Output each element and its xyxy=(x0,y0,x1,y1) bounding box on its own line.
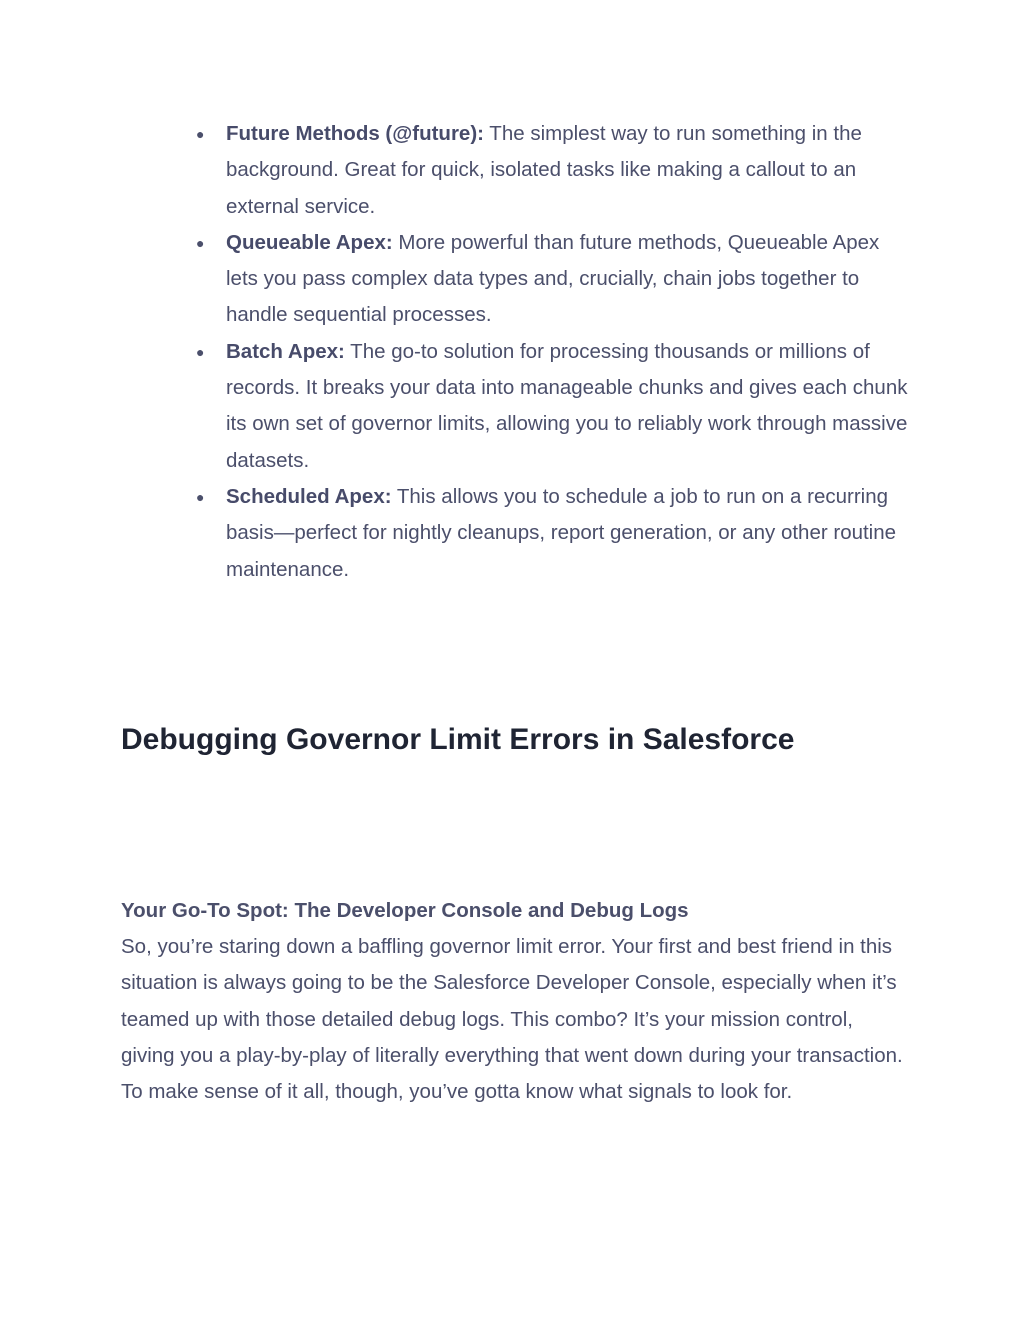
bullet-icon: ● xyxy=(196,343,205,360)
bullet-icon: ● xyxy=(196,234,205,251)
bullet-text: The simplest way to run something in the background. Great for quick, isolated tasks like making a callout to an external service. xyxy=(226,122,862,218)
bullet-term: Queueable Apex: xyxy=(226,230,393,254)
bullet-text: More powerful than future methods, Queueable Apex lets you pass complex data types and, crucially, chain jobs together to handle sequential processes. xyxy=(226,230,880,327)
subsection-heading: Your Go-To Spot: The Developer Console and Debug Logs xyxy=(121,899,689,922)
body-paragraph: So, you’re staring down a baffling governor limit error. Your first and best friend in this situation is always going to be the Salesforce Developer Console, especially when it’s teamed up with those detailed debug logs. This combo? It’s your mission control, giving you a play-by-play of literally everything that went down during your transaction. To make sense of it all, though, you’ve gotta know what signals to look for. xyxy=(121,935,903,1104)
list-item-batch-apex xyxy=(196,334,916,479)
list-item-future-methods xyxy=(196,116,916,225)
list-item-queueable-apex xyxy=(196,225,916,334)
section-heading: Debugging Governor Limit Errors in Salesforce xyxy=(121,723,795,756)
async-apex-options-list xyxy=(196,116,916,588)
bullet-text: This allows you to schedule a job to run on a recurring basis—perfect for nightly cleanups, report generation, or any other routine maintenance. xyxy=(226,484,897,581)
bullet-term: Scheduled Apex: xyxy=(226,484,392,508)
bullet-text: The go-to solution for processing thousands or millions of records. It breaks your data into manageable chunks and gives each chunk its own set of governor limits, allowing you to reliably work through massive datasets. xyxy=(226,339,908,472)
bullet-icon: ● xyxy=(196,488,205,505)
bullet-term: Future Methods (@future): xyxy=(226,122,484,145)
bullet-icon: ● xyxy=(196,126,205,142)
list-item-scheduled-apex xyxy=(196,479,916,588)
bullet-term: Batch Apex: xyxy=(226,339,345,363)
